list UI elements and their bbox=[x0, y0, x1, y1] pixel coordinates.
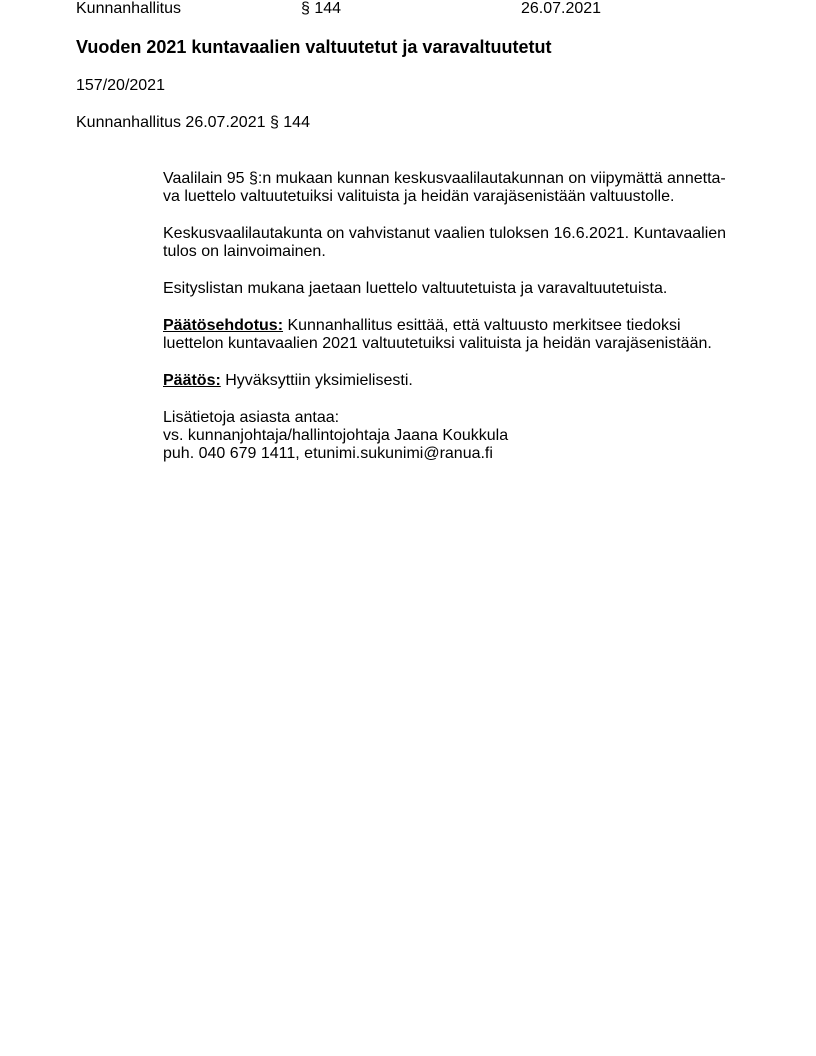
paragraph-election-result bbox=[163, 225, 743, 261]
contact-intro: Lisätietoja asiasta antaa: bbox=[163, 409, 340, 426]
paragraph-line bbox=[163, 372, 743, 390]
contact-details: puh. 040 679 1411, etunimi.sukunimi@ranua.fi bbox=[163, 445, 493, 462]
decision-text: Hyväksyttiin yksimielisesti. bbox=[220, 372, 413, 389]
document-body bbox=[163, 170, 743, 482]
paragraph-contact-info bbox=[163, 409, 743, 463]
proposal-label: Päätösehdotus: bbox=[163, 317, 284, 334]
header-section-number: § 144 bbox=[301, 0, 342, 17]
paragraph-line: Keskusvaalilautakunta on vahvistanut vaalien tuloksen 16.6.2021. Kuntavaalien bbox=[163, 225, 727, 242]
header-date: 26.07.2021 bbox=[521, 0, 602, 17]
paragraph-line: tulos on lainvoimainen. bbox=[163, 243, 326, 260]
proposal-text: Kunnanhallitus esittää, että valtuusto merkitsee tiedoksi bbox=[283, 317, 681, 334]
paragraph-attachment-note bbox=[163, 280, 743, 298]
paragraph-line bbox=[163, 317, 743, 335]
paragraph-line: luettelon kuntavaalien 2021 valtuutetuiksi valituista ja heidän varajäsenistään. bbox=[163, 335, 712, 352]
case-number: 157/20/2021 bbox=[76, 77, 165, 94]
contact-person: vs. kunnanjohtaja/hallintojohtaja Jaana Koukkula bbox=[163, 427, 509, 444]
document-title: Vuoden 2021 kuntavaalien valtuutetut ja varavaltuutetut bbox=[76, 37, 552, 57]
paragraph-line: va luettelo valtuutetuiksi valituista ja heidän varajäsenistään valtuustolle. bbox=[163, 188, 675, 205]
decision-label: Päätös: bbox=[163, 372, 221, 389]
paragraph-line: Vaalilain 95 §:n mukaan kunnan keskusvaalilautakunnan on viipymättä annetta- bbox=[163, 170, 726, 187]
paragraph-line: Esityslistan mukana jaetaan luettelo valtuutetuista ja varavaltuutetuista. bbox=[163, 280, 668, 297]
paragraph-decision bbox=[163, 372, 743, 390]
paragraph-election-law bbox=[163, 170, 743, 206]
header-body-name: Kunnanhallitus bbox=[76, 0, 181, 17]
paragraph-proposal bbox=[163, 317, 743, 353]
meeting-reference: Kunnanhallitus 26.07.2021 § 144 bbox=[76, 114, 310, 131]
